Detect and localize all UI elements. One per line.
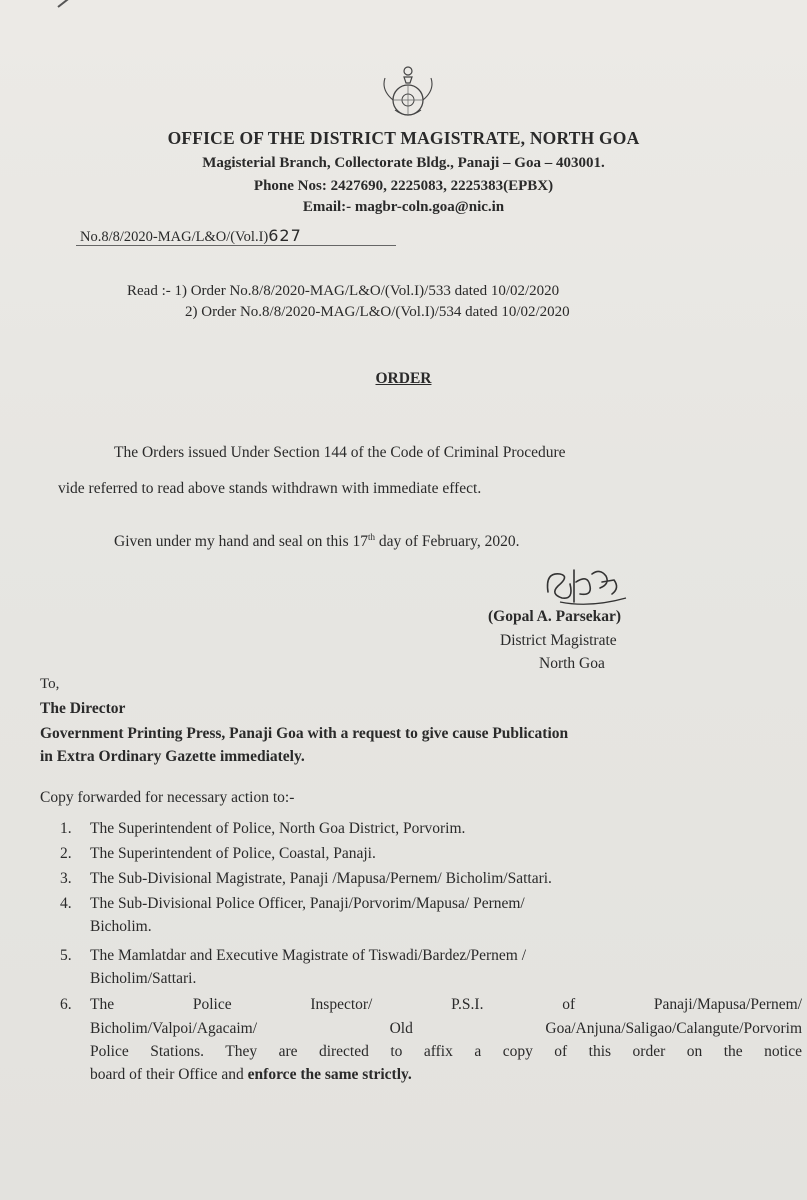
list-item-continued: Bicholim/Sattari. (90, 970, 197, 987)
given-text-end: day of February, 2020. (375, 533, 520, 551)
phone-numbers: Phone Nos: 2427690, 2225083, 2225383(EPBX) (253, 178, 554, 194)
signatory-designation: District Magistrate (500, 632, 617, 649)
read-reference-1: Read :- 1) Order No.8/8/2020-MAG/L&O/(Vol.I)/533 dated 10/02/2020 (127, 283, 560, 299)
addressee-line-2: Government Printing Press, Panaji Goa with a request to give cause Publication (40, 725, 569, 742)
given-ordinal: th (367, 532, 375, 542)
list-item-number: 4. (60, 895, 72, 912)
addressee-line-3: in Extra Ordinary Gazette immediately. (40, 748, 305, 765)
list-item: The Superintendent of Police, North Goa District, Porvorim. (90, 820, 466, 837)
list-item-continued: Bicholim. (90, 918, 152, 935)
signatory-district: North Goa (539, 655, 605, 672)
state-emblem-icon (373, 60, 443, 122)
office-title: OFFICE OF THE DISTRICT MAGISTRATE, NORTH GOA (167, 128, 640, 148)
list-item-continued (90, 1066, 802, 1084)
order-paragraph-line-1: The Orders issued Under Section 144 of the Code of Criminal Procedure (114, 444, 566, 461)
pen-mark (57, 0, 76, 8)
list-item-continued: Police Stations. They are directed to affix a copy of this order on the notice (90, 1043, 802, 1060)
list-item-number: 6. (60, 996, 72, 1013)
list-item-text: board of their Office and (90, 1066, 248, 1083)
signature-icon (540, 562, 630, 612)
list-item: The Police Inspector/ P.S.I. of Panaji/Mapusa/Pernem/ (90, 996, 802, 1013)
signatory-name: (Gopal A. Parsekar) (488, 608, 622, 625)
addressee-line-1: The Director (40, 700, 126, 717)
enforce-emphasis: enforce the same strictly. (247, 1066, 412, 1083)
list-item-continued: Bicholim/Valpoi/Agacaim/ Old Goa/Anjuna/Saligao/Calangute/Porvorim (90, 1020, 802, 1037)
list-item: The Sub-Divisional Police Officer, Panaji/Porvorim/Mapusa/ Pernem/ (90, 895, 525, 912)
list-item: The Sub-Divisional Magistrate, Panaji /Mapusa/Pernem/ Bicholim/Sattari. (90, 870, 552, 887)
copy-forwarded-heading: Copy forwarded for necessary action to:- (40, 789, 295, 806)
order-paragraph-line-2: vide referred to read above stands withdrawn with immediate effect. (58, 480, 482, 497)
given-under-hand (114, 532, 520, 551)
list-item: The Superintendent of Police, Coastal, Panaji. (90, 845, 376, 862)
branch-address: Magisterial Branch, Collectorate Bldg., Panaji – Goa – 403001. (202, 155, 605, 171)
read-reference-2: 2) Order No.8/8/2020-MAG/L&O/(Vol.I)/534 dated 10/02/2020 (185, 304, 570, 320)
reference-number-text: No.8/8/2020-MAG/L&O/(Vol.I) (80, 229, 269, 245)
reference-underline (76, 245, 396, 246)
list-item: The Mamlatdar and Executive Magistrate of Tiswadi/Bardez/Pernem / (90, 947, 527, 964)
list-item-number: 5. (60, 947, 72, 964)
list-item-number: 2. (60, 845, 72, 862)
list-item-number: 3. (60, 870, 72, 887)
email-address: Email:- magbr-coln.goa@nic.in (302, 199, 505, 215)
given-text-start: Given under my hand and seal on this 17 (114, 533, 368, 551)
reference-number (80, 226, 302, 246)
to-label: To, (40, 676, 60, 692)
handwritten-number: 627 (268, 226, 302, 245)
list-item-number: 1. (60, 820, 72, 837)
order-heading: ORDER (375, 370, 432, 387)
